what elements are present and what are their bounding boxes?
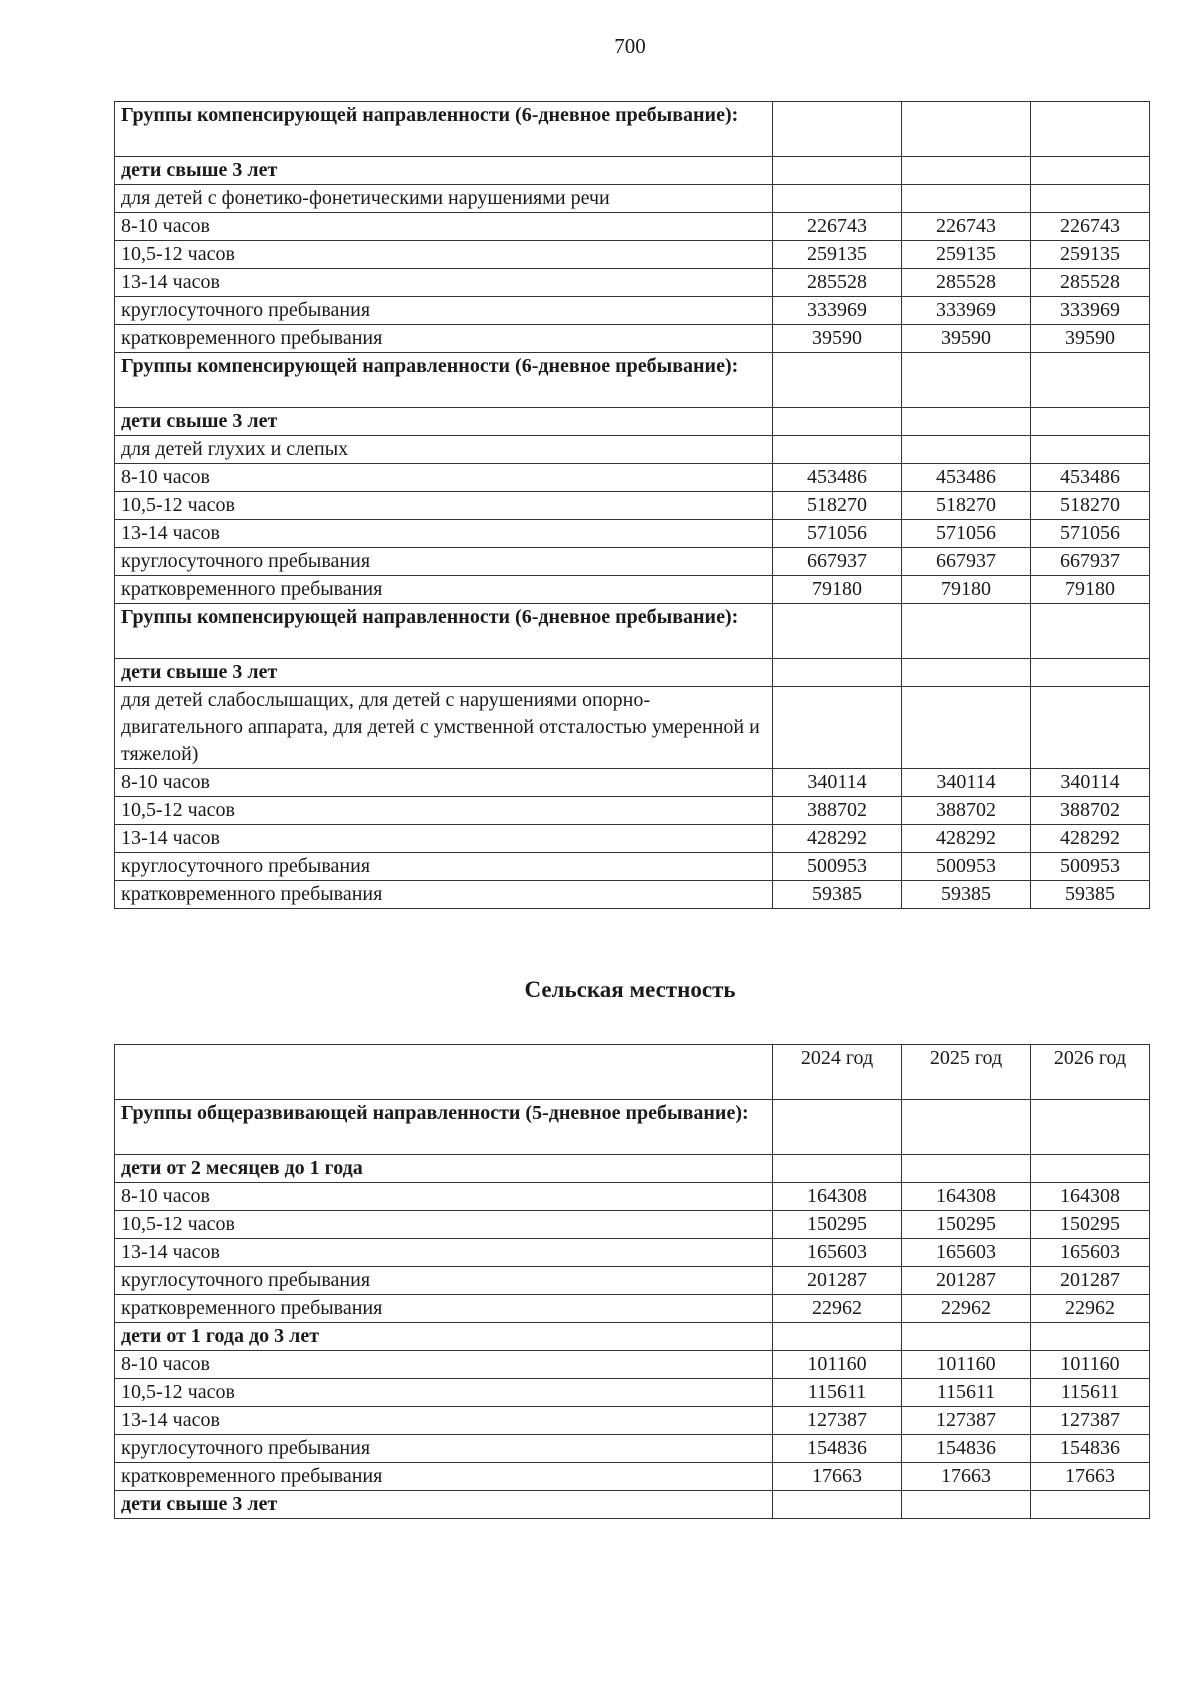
row-label: для детей глухих и слепых <box>115 436 773 464</box>
table-row <box>115 1407 1150 1435</box>
row-label: круглосуточного пребывания <box>115 1267 773 1295</box>
value-cell-3 <box>1031 687 1150 769</box>
value-cell-1: 388702 <box>773 797 902 825</box>
table-row <box>115 157 1150 185</box>
table-row <box>115 604 1150 659</box>
value-cell-3: 150295 <box>1031 1211 1150 1239</box>
row-label: 10,5-12 часов <box>115 1211 773 1239</box>
value-cell-1: 500953 <box>773 853 902 881</box>
value-cell-2 <box>902 687 1031 769</box>
value-cell-3: 226743 <box>1031 213 1150 241</box>
value-cell-2: 39590 <box>902 325 1031 353</box>
header-year-2024: 2024 год <box>773 1045 902 1100</box>
value-cell-1: 259135 <box>773 241 902 269</box>
value-cell-2 <box>902 185 1031 213</box>
table-row <box>115 1155 1150 1183</box>
value-cell-2 <box>902 353 1031 408</box>
value-cell-1 <box>773 604 902 659</box>
table-row <box>115 548 1150 576</box>
value-cell-3: 453486 <box>1031 464 1150 492</box>
table-row <box>115 408 1150 436</box>
value-cell-2: 518270 <box>902 492 1031 520</box>
value-cell-3: 201287 <box>1031 1267 1150 1295</box>
value-cell-3 <box>1031 659 1150 687</box>
value-cell-1: 115611 <box>773 1379 902 1407</box>
row-label: 10,5-12 часов <box>115 241 773 269</box>
value-cell-3 <box>1031 353 1150 408</box>
table-row <box>115 520 1150 548</box>
row-label: 8-10 часов <box>115 464 773 492</box>
value-cell-1: 79180 <box>773 576 902 604</box>
value-cell-3 <box>1031 102 1150 157</box>
table-row <box>115 213 1150 241</box>
value-cell-1 <box>773 408 902 436</box>
table-row <box>115 436 1150 464</box>
row-label: 8-10 часов <box>115 1183 773 1211</box>
value-cell-2 <box>902 408 1031 436</box>
value-cell-1 <box>773 1155 902 1183</box>
value-cell-3 <box>1031 1155 1150 1183</box>
value-cell-2: 259135 <box>902 241 1031 269</box>
row-label: кратковременного пребывания <box>115 1295 773 1323</box>
value-cell-1: 453486 <box>773 464 902 492</box>
table-row <box>115 297 1150 325</box>
value-cell-1: 165603 <box>773 1239 902 1267</box>
value-cell-1 <box>773 1323 902 1351</box>
row-label: 13-14 часов <box>115 520 773 548</box>
value-cell-1: 101160 <box>773 1351 902 1379</box>
row-label: 13-14 часов <box>115 1239 773 1267</box>
value-cell-2: 428292 <box>902 825 1031 853</box>
table-row <box>115 1267 1150 1295</box>
value-cell-1 <box>773 185 902 213</box>
value-cell-2: 201287 <box>902 1267 1031 1295</box>
value-cell-1: 150295 <box>773 1211 902 1239</box>
tariff-table-rural <box>114 1044 1150 1519</box>
value-cell-1 <box>773 157 902 185</box>
table-row <box>115 464 1150 492</box>
row-label: дети от 1 года до 3 лет <box>115 1323 773 1351</box>
table-row <box>115 1239 1150 1267</box>
row-label: дети свыше 3 лет <box>115 659 773 687</box>
value-cell-3 <box>1031 436 1150 464</box>
row-label: 10,5-12 часов <box>115 492 773 520</box>
value-cell-1: 226743 <box>773 213 902 241</box>
row-label: 13-14 часов <box>115 825 773 853</box>
table-row <box>115 1379 1150 1407</box>
table-row <box>115 492 1150 520</box>
value-cell-1: 164308 <box>773 1183 902 1211</box>
value-cell-3: 79180 <box>1031 576 1150 604</box>
value-cell-2 <box>902 604 1031 659</box>
row-label: дети от 2 месяцев до 1 года <box>115 1155 773 1183</box>
value-cell-2: 79180 <box>902 576 1031 604</box>
row-label: 8-10 часов <box>115 1351 773 1379</box>
value-cell-1: 428292 <box>773 825 902 853</box>
value-cell-1: 154836 <box>773 1435 902 1463</box>
value-cell-2: 17663 <box>902 1463 1031 1491</box>
row-label: 10,5-12 часов <box>115 1379 773 1407</box>
value-cell-3: 500953 <box>1031 853 1150 881</box>
row-label: Группы общеразвивающей направленности (5-дневное пребывание): <box>115 1100 773 1155</box>
value-cell-2: 226743 <box>902 213 1031 241</box>
table-row <box>115 1323 1150 1351</box>
row-label: кратковременного пребывания <box>115 1463 773 1491</box>
value-cell-2: 150295 <box>902 1211 1031 1239</box>
value-cell-3: 164308 <box>1031 1183 1150 1211</box>
value-cell-1: 571056 <box>773 520 902 548</box>
value-cell-2: 165603 <box>902 1239 1031 1267</box>
value-cell-2: 453486 <box>902 464 1031 492</box>
row-label: кратковременного пребывания <box>115 881 773 909</box>
value-cell-3 <box>1031 1491 1150 1519</box>
row-label: 8-10 часов <box>115 213 773 241</box>
value-cell-3: 285528 <box>1031 269 1150 297</box>
value-cell-1: 667937 <box>773 548 902 576</box>
value-cell-3: 259135 <box>1031 241 1150 269</box>
value-cell-3 <box>1031 408 1150 436</box>
page-number: 700 <box>614 34 646 58</box>
table-row <box>115 185 1150 213</box>
value-cell-1: 333969 <box>773 297 902 325</box>
value-cell-3 <box>1031 185 1150 213</box>
row-label: дети свыше 3 лет <box>115 1491 773 1519</box>
row-label: дети свыше 3 лет <box>115 157 773 185</box>
value-cell-1: 39590 <box>773 325 902 353</box>
value-cell-2 <box>902 102 1031 157</box>
section-heading: Сельская местность <box>524 977 736 1002</box>
table-row <box>115 576 1150 604</box>
table-row <box>115 797 1150 825</box>
row-label: круглосуточного пребывания <box>115 297 773 325</box>
value-cell-3 <box>1031 604 1150 659</box>
value-cell-3: 428292 <box>1031 825 1150 853</box>
value-cell-1 <box>773 102 902 157</box>
value-cell-3: 518270 <box>1031 492 1150 520</box>
value-cell-2: 154836 <box>902 1435 1031 1463</box>
row-label: круглосуточного пребывания <box>115 548 773 576</box>
table-row <box>115 1295 1150 1323</box>
value-cell-3 <box>1031 1100 1150 1155</box>
table-row <box>115 241 1150 269</box>
header-year-2026: 2026 год <box>1031 1045 1150 1100</box>
row-label: для детей с фонетико-фонетическими нарушениями речи <box>115 185 773 213</box>
value-cell-3: 39590 <box>1031 325 1150 353</box>
table-row <box>115 353 1150 408</box>
value-cell-1: 127387 <box>773 1407 902 1435</box>
value-cell-2 <box>902 1323 1031 1351</box>
value-cell-3: 571056 <box>1031 520 1150 548</box>
value-cell-3: 127387 <box>1031 1407 1150 1435</box>
value-cell-1 <box>773 1491 902 1519</box>
value-cell-2: 127387 <box>902 1407 1031 1435</box>
table-row <box>115 1183 1150 1211</box>
value-cell-2 <box>902 659 1031 687</box>
value-cell-2: 571056 <box>902 520 1031 548</box>
header-label-cell <box>115 1045 773 1100</box>
table-row <box>115 853 1150 881</box>
row-label: кратковременного пребывания <box>115 325 773 353</box>
value-cell-1: 340114 <box>773 769 902 797</box>
value-cell-3: 22962 <box>1031 1295 1150 1323</box>
value-cell-2: 115611 <box>902 1379 1031 1407</box>
table-row <box>115 687 1150 769</box>
value-cell-1: 59385 <box>773 881 902 909</box>
value-cell-1 <box>773 1100 902 1155</box>
value-cell-2: 500953 <box>902 853 1031 881</box>
value-cell-2 <box>902 1100 1031 1155</box>
row-label: 13-14 часов <box>115 1407 773 1435</box>
value-cell-1 <box>773 436 902 464</box>
row-label: дети свыше 3 лет <box>115 408 773 436</box>
value-cell-2: 101160 <box>902 1351 1031 1379</box>
table-row <box>115 1351 1150 1379</box>
row-label: Группы компенсирующей направленности (6-дневное пребывание): <box>115 353 773 408</box>
value-cell-2: 340114 <box>902 769 1031 797</box>
value-cell-2 <box>902 157 1031 185</box>
row-label: круглосуточного пребывания <box>115 1435 773 1463</box>
value-cell-2: 667937 <box>902 548 1031 576</box>
row-label: 13-14 часов <box>115 269 773 297</box>
value-cell-1: 518270 <box>773 492 902 520</box>
table-row <box>115 325 1150 353</box>
value-cell-2: 388702 <box>902 797 1031 825</box>
value-cell-1 <box>773 687 902 769</box>
value-cell-3: 101160 <box>1031 1351 1150 1379</box>
value-cell-3: 165603 <box>1031 1239 1150 1267</box>
row-label: кратковременного пребывания <box>115 576 773 604</box>
tariff-table-urban <box>114 101 1150 909</box>
table1-body <box>115 102 1150 909</box>
value-cell-3: 388702 <box>1031 797 1150 825</box>
value-cell-2 <box>902 1155 1031 1183</box>
table-row <box>115 1211 1150 1239</box>
value-cell-2: 22962 <box>902 1295 1031 1323</box>
table-row <box>115 881 1150 909</box>
row-label: Группы компенсирующей направленности (6-дневное пребывание): <box>115 604 773 659</box>
value-cell-1: 201287 <box>773 1267 902 1295</box>
table-row <box>115 769 1150 797</box>
value-cell-2: 285528 <box>902 269 1031 297</box>
value-cell-1: 22962 <box>773 1295 902 1323</box>
table-row <box>115 1491 1150 1519</box>
value-cell-2: 164308 <box>902 1183 1031 1211</box>
value-cell-3 <box>1031 1323 1150 1351</box>
table-row <box>115 1100 1150 1155</box>
value-cell-3: 154836 <box>1031 1435 1150 1463</box>
table-row <box>115 659 1150 687</box>
value-cell-1: 285528 <box>773 269 902 297</box>
table-row <box>115 102 1150 157</box>
value-cell-3: 667937 <box>1031 548 1150 576</box>
row-label: круглосуточного пребывания <box>115 853 773 881</box>
value-cell-2 <box>902 1491 1031 1519</box>
value-cell-2 <box>902 436 1031 464</box>
value-cell-3: 340114 <box>1031 769 1150 797</box>
value-cell-2: 333969 <box>902 297 1031 325</box>
header-year-2025: 2025 год <box>902 1045 1031 1100</box>
row-label: Группы компенсирующей направленности (6-дневное пребывание): <box>115 102 773 157</box>
table-row <box>115 825 1150 853</box>
value-cell-1: 17663 <box>773 1463 902 1491</box>
row-label: 8-10 часов <box>115 769 773 797</box>
table-row <box>115 1435 1150 1463</box>
value-cell-3: 333969 <box>1031 297 1150 325</box>
value-cell-3: 115611 <box>1031 1379 1150 1407</box>
table-row <box>115 1463 1150 1491</box>
value-cell-3: 59385 <box>1031 881 1150 909</box>
value-cell-1 <box>773 353 902 408</box>
value-cell-3: 17663 <box>1031 1463 1150 1491</box>
table2-body <box>115 1100 1150 1519</box>
value-cell-2: 59385 <box>902 881 1031 909</box>
row-label: для детей слабослышащих, для детей с нарушениями опорно-двигательного аппарата, для детей с умственной отсталостью умеренной и тяжелой) <box>115 687 773 769</box>
table-row <box>115 269 1150 297</box>
value-cell-1 <box>773 659 902 687</box>
value-cell-3 <box>1031 157 1150 185</box>
row-label: 10,5-12 часов <box>115 797 773 825</box>
table-header-row <box>115 1045 1150 1100</box>
